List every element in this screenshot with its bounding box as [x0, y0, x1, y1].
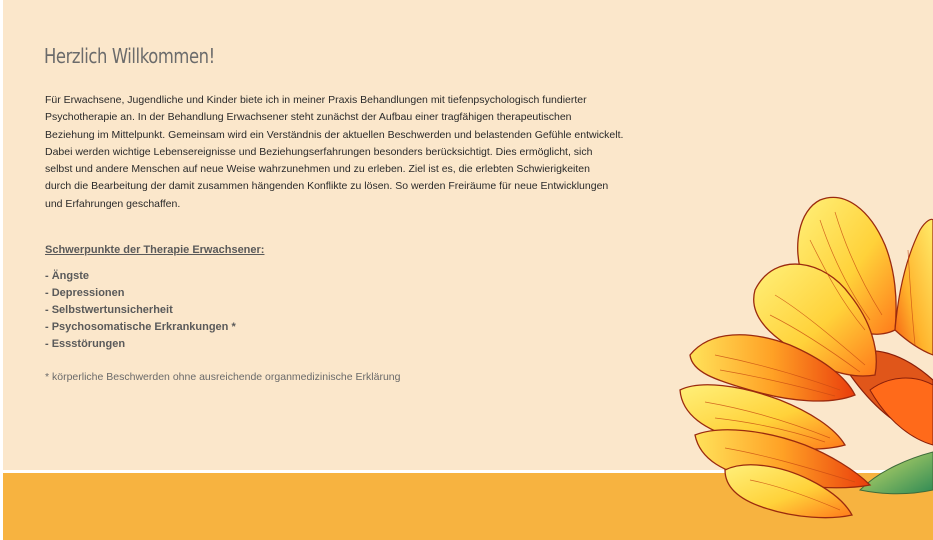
page-title: Herzlich Willkommen! [44, 44, 215, 68]
intro-line: Beziehung im Mittelpunkt. Gemeinsam wird ein Verständnis der aktuellen Beschwerden und belastenden Gefühle entwickelt. [45, 128, 624, 141]
intro-text [45, 92, 645, 213]
intro-line: Dabei werden wichtige Lebensereignisse und Beziehungserfahrungen besonders berücksichtigt. Dies ermöglicht, sich [45, 145, 593, 158]
footnote: * körperliche Beschwerden ohne ausreichende organmedizinische Erklärung [45, 371, 401, 383]
list-item: - Psychosomatische Erkrankungen * [45, 321, 236, 333]
list-item: - Essstörungen [45, 338, 126, 350]
intro-line: selbst und andere Menschen auf neue Weise wahrzunehmen und zu erleben. Ziel ist es, die erlebten Schwierigkeiten [45, 163, 590, 176]
intro-line: durch die Bearbeitung der damit zusammen hängenden Konflikte zu lösen. So werden Freiräume für neue Entwicklungen [45, 180, 609, 193]
list-item: - Selbstwertunsicherheit [45, 304, 173, 316]
intro-line: Psychotherapie an. In der Behandlung Erwachsener steht zunächst der Aufbau einer tragfähigen therapeutischen [45, 111, 572, 124]
intro-line: Für Erwachsene, Jugendliche und Kinder biete ich in meiner Praxis Behandlungen mit tiefenpsychologisch fundierter [45, 94, 587, 106]
list-item: - Ängste [45, 270, 89, 282]
focus-heading: Schwerpunkte der Therapie Erwachsener: [45, 244, 265, 256]
intro-line: und Erfahrungen geschaffen. [45, 197, 181, 210]
flower-icon [670, 190, 933, 520]
list-item: - Depressionen [45, 287, 125, 299]
focus-list [45, 268, 236, 353]
